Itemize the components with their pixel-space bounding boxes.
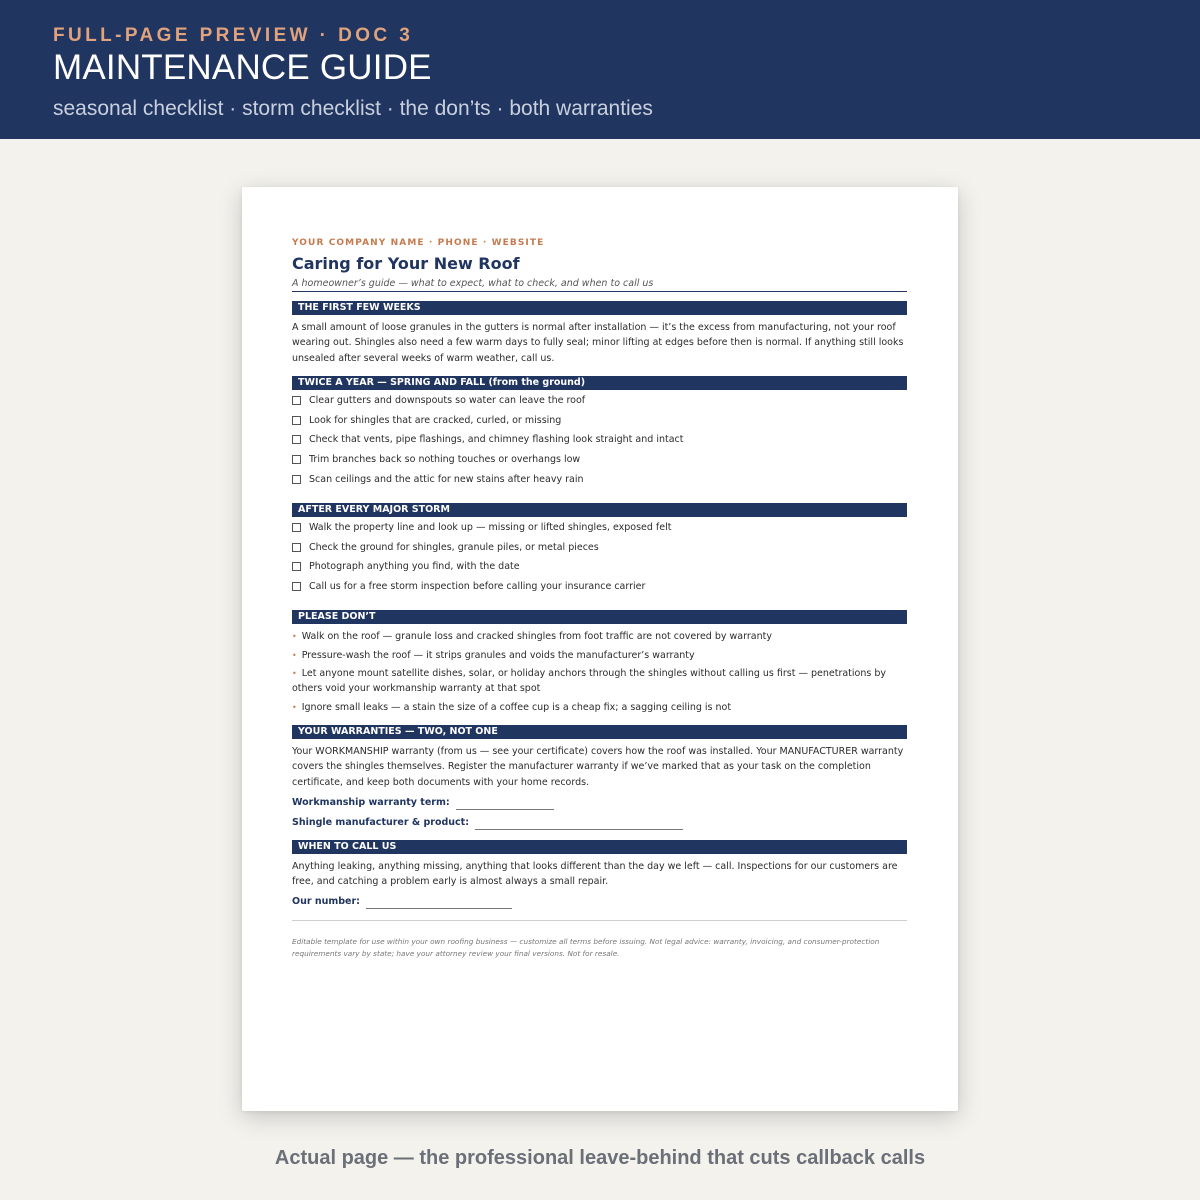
checkbox[interactable] — [292, 416, 301, 425]
checkbox[interactable] — [292, 396, 301, 405]
manufacturer-product-field — [292, 816, 907, 830]
footer-divider — [292, 920, 907, 921]
checkbox[interactable] — [292, 435, 301, 444]
preview-eyebrow: FULL-PAGE PREVIEW · DOC 3 — [53, 25, 414, 46]
checkbox[interactable] — [292, 543, 301, 552]
list-item — [292, 666, 907, 696]
section-heading-first-weeks: THE FIRST FEW WEEKS — [292, 301, 907, 315]
section-heading-when-to-call: WHEN TO CALL US — [292, 840, 907, 854]
checkbox[interactable] — [292, 455, 301, 464]
disclaimer: Editable template for use within your own roofing business — customize all terms before issuing. Not legal advice: warranty, invoicing, and consumer-protection requirements vary by state; have your attorney review your final versions. Not for resale. — [292, 937, 880, 959]
list-item-text: Ignore small leaks — a stain the size of a coffee cup is a cheap fix; a sagging ceiling is not — [301, 701, 732, 713]
checkbox[interactable] — [292, 523, 301, 532]
preview-caption: Actual page — the professional leave-behind that cuts callback calls — [274, 1147, 926, 1169]
checklist-item-label: Check the ground for shingles, granule piles, or metal pieces — [309, 541, 599, 553]
section-heading-twice-a-year: TWICE A YEAR — SPRING AND FALL (from the ground) — [292, 376, 907, 390]
checklist-item — [292, 414, 907, 434]
section-heading-after-storm: AFTER EVERY MAJOR STORM — [292, 503, 907, 517]
first-weeks-text: A small amount of loose granules in the gutters is normal after installation — it’s the excess from manufacturing, not your roof wearing out. Shingles also need a few warm days to fully seal; minor lifting at edges before then is normal. If anything still looks unsealed after several weeks of warm weather, call us. — [292, 322, 904, 364]
our-number-field — [292, 895, 907, 909]
document-content — [292, 237, 907, 960]
workmanship-term-field — [292, 796, 907, 810]
checklist-item-label: Walk the property line and look up — missing or lifted shingles, exposed felt — [309, 521, 672, 533]
workmanship-term-label: Workmanship warranty term: — [292, 796, 450, 808]
our-number-label: Our number: — [292, 896, 360, 908]
checklist-item-label: Trim branches back so nothing touches or overhangs low — [309, 454, 581, 466]
checkbox[interactable] — [292, 475, 301, 484]
preview-subtitle: seasonal checklist · storm checklist · the don’ts · both warranties — [53, 97, 653, 120]
warranties-text: Your WORKMANSHIP warranty (from us — see your certificate) covers how the roof was installed. Your MANUFACTURER warranty covers the shingles themselves. Register the manufacturer warranty if we’ve marked that as your task on the completion certificate, and keep both documents with your home records. — [292, 745, 904, 788]
checklist-item — [292, 394, 907, 414]
preview-title: MAINTENANCE GUIDE — [53, 48, 432, 87]
list-item — [292, 629, 907, 644]
checkbox[interactable] — [292, 562, 301, 571]
workmanship-term-blank[interactable] — [456, 800, 554, 810]
checkbox[interactable] — [292, 582, 301, 591]
checklist-item-label: Clear gutters and downspouts so water can leave the roof — [309, 394, 586, 406]
checklist-item-label: Photograph anything you find, with the date — [309, 561, 520, 573]
bullet-icon: • — [292, 632, 297, 642]
bullet-icon: • — [292, 669, 297, 679]
checklist-item — [292, 473, 907, 493]
list-item — [292, 648, 907, 663]
list-item-text: Walk on the roof — granule loss and cracked shingles from foot traffic are not covered by warranty — [301, 631, 772, 643]
company-line: YOUR COMPANY NAME · PHONE · WEBSITE — [292, 238, 545, 248]
after-storm-checklist — [292, 521, 907, 600]
checklist-item — [292, 453, 907, 473]
bullet-icon: • — [292, 702, 297, 712]
checklist-item — [292, 560, 907, 580]
document-subtitle: A homeowner’s guide — what to expect, what to check, and when to call us — [292, 277, 907, 292]
list-item-text: Let anyone mount satellite dishes, solar, or holiday anchors through the shingles without calling us first — penetrations by others void your workmanship warranty at that spot — [292, 668, 887, 695]
preview-header — [0, 0, 1200, 139]
checklist-item-label: Scan ceilings and the attic for new stains after heavy rain — [309, 474, 584, 486]
manufacturer-product-blank[interactable] — [475, 820, 683, 830]
checklist-item-label: Check that vents, pipe flashings, and chimney flashing look straight and intact — [309, 434, 684, 446]
checklist-item — [292, 433, 907, 453]
list-item-text: Pressure-wash the roof — it strips granules and voids the manufacturer’s warranty — [301, 649, 695, 661]
manufacturer-product-label: Shingle manufacturer & product: — [292, 816, 470, 828]
section-heading-warranties: YOUR WARRANTIES — TWO, NOT ONE — [292, 725, 907, 739]
when-to-call-text: Anything leaking, anything missing, anything that looks different than the day we left — call. Inspections for our customers are free, and catching a problem early is almost always a small repair. — [292, 860, 898, 888]
checklist-item-label: Call us for a free storm inspection before calling your insurance carrier — [309, 581, 646, 593]
document-title: Caring for Your New Roof — [292, 254, 520, 273]
document-page — [242, 187, 958, 1111]
our-number-blank[interactable] — [366, 899, 512, 909]
checklist-item — [292, 541, 907, 561]
dont-list — [292, 629, 907, 715]
list-item — [292, 700, 907, 715]
checklist-item — [292, 580, 907, 600]
twice-a-year-checklist — [292, 394, 907, 493]
section-heading-dont: PLEASE DON’T — [292, 610, 907, 624]
bullet-icon: • — [292, 650, 297, 660]
checklist-item-label: Look for shingles that are cracked, curled, or missing — [309, 414, 562, 426]
checklist-item — [292, 521, 907, 541]
